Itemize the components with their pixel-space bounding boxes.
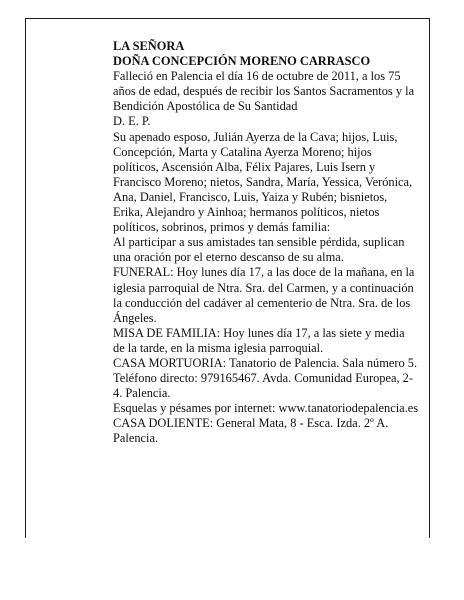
border-left-rule: [25, 18, 26, 538]
family-home-paragraph: CASA DOLIENTE: General Mata, 8 - Esca. Izda. 2º A. Palencia.: [113, 416, 389, 446]
dep-line: D. E. P.: [113, 114, 151, 129]
obituary-text: [113, 39, 419, 447]
internet-condolences-paragraph: Esquelas y pésames por internet: www.tanatoriodepalencia.es: [113, 401, 419, 416]
heading-deceased-name: DOÑA CONCEPCIÓN MORENO CARRASCO: [113, 54, 371, 69]
death-paragraph: Falleció en Palencia el día 16 de octubre de 2011, a los 75 años de edad, después de recibir los Santos Sacramentos y la Bendición Apostólica de Su Santidad: [113, 69, 415, 114]
family-mass-paragraph: MISA DE FAMILIA: Hoy lunes día 17, a las siete y media de la tarde, en la misma iglesia parroquial.: [113, 325, 405, 355]
family-paragraph: Su apenado esposo, Julián Ayerza de la Cava; hijos, Luis, Concepción, Marta y Catalina Ayerza Moreno; hijos políticos, Ascensión Alba, Félix Pajares, Luis Isern y Francisco Moreno; nietos, Sandra, María, Yessica, Verónica, Ana, Daniel, Francisco, Luis, Yaiza y Rubén; bisnietos, Erika, Alejandro y Ainhoa; hermanos políticos, nietos políticos, sobrinos, primos y demás familia:: [113, 129, 413, 235]
border-top-rule: [25, 18, 430, 19]
request-paragraph: Al participar a sus amistades tan sensible pérdida, suplican una oración por el eterno descanso de su alma.: [113, 235, 405, 265]
heading-la-senora: LA SEÑORA: [113, 39, 185, 53]
funeral-paragraph: FUNERAL: Hoy lunes día 17, a las doce de la mañana, en la iglesia parroquial de Ntra. Sra. del Carmen, y a continuación la conducción del cadáver al cementerio de Ntra. Sra. de los Ángeles.: [113, 265, 415, 325]
border-right-rule: [429, 18, 430, 538]
funeral-home-paragraph: CASA MORTUORIA: Tanatorio de Palencia. Sala número 5. Teléfono directo: 979165467. Avda. Comunidad Europea, 2-4. Palencia.: [113, 355, 418, 401]
